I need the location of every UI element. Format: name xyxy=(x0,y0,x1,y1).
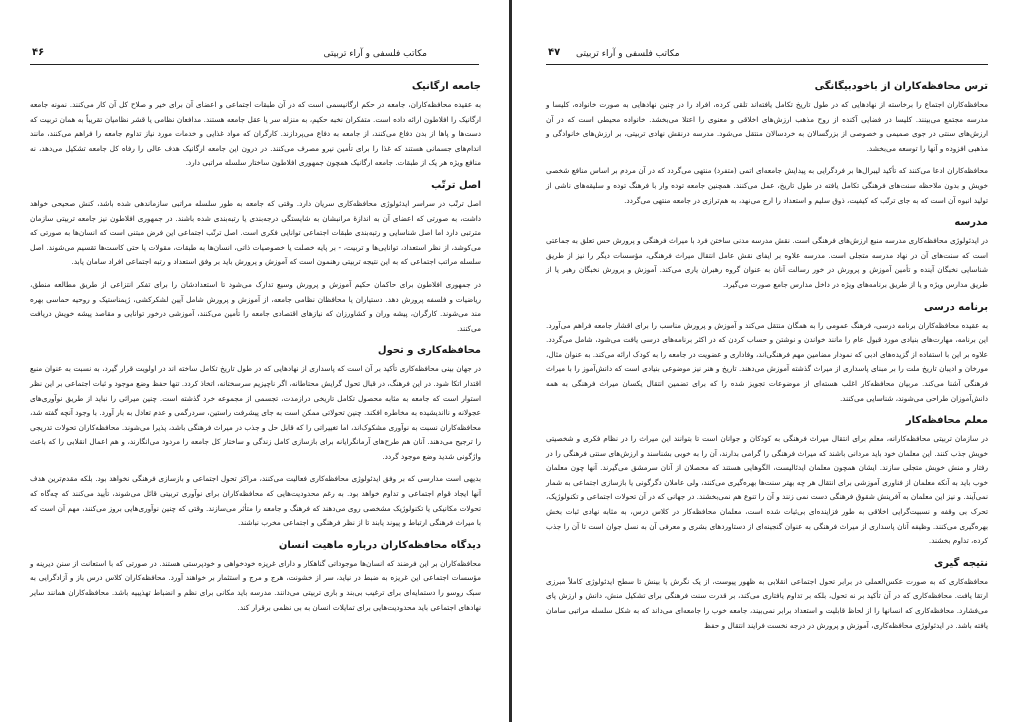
section-heading: جامعه ارگانیک xyxy=(411,81,481,92)
section-heading: برنامه درسی xyxy=(923,301,988,313)
section-conservatism-change xyxy=(30,344,481,531)
section-heading: اصل ترتّب xyxy=(431,179,481,191)
section-school xyxy=(546,216,988,292)
section-hierarchy-principle xyxy=(30,179,481,336)
paragraph: در ایدئولوژی محافظه‌کاری مدرسه منبع ارزش‌های فرهنگی است. نقش مدرسه مدنی ساختن فرد با میراث فرهنگی و پرورش حس تعلق به جماعتی است که سنت‌های آن در نهاد مدرسه متجلی است. مدرسه علاوه بر ایفای نقش عامل انتقال میراث فرهنگی، مؤسسات دیگر را نیز از طریق شناسایی نخبگان آینده و تأمین آموزش و پرورش در خور رسالت آنان به عنوان گروه رهبران یاری می‌کند. آموزش و پرورش نخبگان رهبر یا از طریق مدارس ویژه و یا از طریق برنامه‌های ویژه در داخل مدارس جامع صورت می‌گیرد. xyxy=(546,236,988,289)
left-page xyxy=(0,0,509,722)
section-heading: مدرسه xyxy=(954,217,988,229)
paragraph: به عقیده محافظه‌کاران برنامه درسی، فرهنگ عمومی را به همگان منتقل می‌کند و آموزش و پرورش مناسب را برای اقشار جامعه فراهم می‌آورد. این برنامه، مهارت‌های بنیادی مورد قبول عام را مانند خواندن و نوشتن و حساب کردن که در اکثر برنامه‌های درسی یافت می‌شود، شامل می‌گردد. علاوه بر این با استفاده از گزیده‌های ادبی که نمودار مضامین مهم فرهنگی‌اند، وفاداری و عضویت در جامعه را به کودک ارائه می‌کند. به عنوان مثال، مورخان و ادیبان تاریخ ملت را بر مبنای پاسداری از میراث گذشته آموزش می‌دهند. تاریخ و هنر نیز موضوعی بنیادی است که دانش‌آموز را با میراث فرهنگی آشنا می‌کند. مربیان محافظه‌کار اغلب هسته‌ای از موضوعات تجویز شده را که برای تضمین انتقال یکسان میراث فرهنگی به همه دانش‌آموزان طراحی می‌شوند، شناسایی می‌کنند. xyxy=(546,320,988,403)
section-human-nature xyxy=(30,539,481,615)
right-page xyxy=(512,0,1024,722)
right-running-title: مکاتب فلسفی و آراء تربیتی xyxy=(576,49,680,59)
section-conservative-teacher xyxy=(546,414,988,549)
paragraph: اصل ترتّب در سراسر ایدئولوژی محافظه‌کاری سریان دارد. وقتی که جامعه به طور سلسله مراتبی سازماندهی شده باشد، کنش صحیحی خواهد داشت، به صورتی که اعضای آن به اندازهٔ مرانبشان به شایستگی درجه‌بندی یا رتبه‌بندی شده باشند. در جمهوری افلاطون نیز جامعه تربیتی سازمان مترتبی دارد اما اصل شناسایی و رتبه‌بندی طبقات اجتماعی توانایی فکری است. اصل ترتّب اجتماعی این فرض مبتنی است که انسان‌ها به صورتی که می‌کوشد، از نظر استعداد، توانایی‌ها و تربیت، - بر پایه خصلت یا خصوصیات ذاتی، انسان‌ها به طبقات، مقولات یا حتی کاست‌ها تقسیم می‌شوند. اصل سلسله مراتب اجتماعی که به این نتیجه تربیتی رهنمون است که آموزش و پرورش باید بر وفق استعداد و رتبه اجتماعی افراد سامان یابد. xyxy=(30,198,481,267)
paragraph: محافظه‌کاران بر این فرضند که انسان‌ها موجوداتی گناهکار و دارای غریزه خودخواهی و خودپرستی هستند. در صورتی که با استعانت از سنن دیرینه و مؤسسات اجتماعی این غریزه به ضبط در نیاید، سر از خشونت، هرج و مرج و استثمار بر خواهند آورد. محافظه‌کاران کلاس درس باز و آزادگرایی به سبک روسو را دستمایه‌ای برای ترغیب بی‌بند و باری تربیتی می‌دانند. مدرسه باید مکانی برای نظم و انضباط تهذیبیه باشد. محافظه‌کاران همانند سایر نهادهای اجتماعی باید محدودیت‌هایی برای تمایلات انسان به بی نظمی برقرار کند. xyxy=(30,558,481,612)
section-heading: دیدگاه محافظه‌کاران درباره ماهیت انسان xyxy=(278,539,481,551)
paragraph: در سازمان تربیتی محافظه‌کارانه، معلم برای انتقال میراث فرهنگی به کودکان و جوانان است تا بتوانند این میراث را در نظام فکری و شخصیتی خویش جذب کنند. این معلمان خود باید مردانی باشند که میراث فرهنگی را گرامی بدارند، آن را به خوبی بشناسند و ارزش‌های سنتی فرهنگی را در رفتار و منش خویش متجلی سازند. ایشان همچون معلمان ایدئالیست، الگوهایی هستند که محصلان از آنان سرمشق می‌گیرند. آنها چون معلمان خوب باید به آنکه معلمان از فناوری آموزشی برای انتقال هر چه بهتر سنت‌ها بهره‌گیری می‌کنند، ولی عاملان دگرگونی یا بازسازی اجتماعی به شمار نمی‌آیند. و نیز این معلمان به آفرینش شقوق فرهنگی دست نمی زنند و آن را تنوع هم نمی‌بخشند. در جهانی که در آن تحولات اجتماعی و تکنولوژیک، تحرک بی وقفه و نسبیت‌گرایی اخلاقی به طور فزاینده‌ای بی‌ثبات شده است، معلمان محافظه‌کار در کلاس درس، به مثابه نهادی ثبات بخش بهره‌گیری می‌کنند. وظیفه آنان پاسداری از میراث فرهنگی به عنوان گنجینه‌ای از دستاوردهای بشری و معرفی آن به نسل جوان است تا آن را جذب کرده، تداوم بخشند. xyxy=(546,434,988,546)
section-heading: ترس محافظه‌کاران از باخودبیگانگی xyxy=(814,81,988,92)
section-heading: معلم محافظه‌کار xyxy=(905,415,988,427)
paragraph: محافظه‌کاران ادعا می‌کنند که تأکید لیبرال‌ها بر فردگرایی به پیدایش جامعه‌ای اتمی (متفرد) منتهی می‌گردد که در آن مردم بر اساس منافع شخصی خویش و بدون ملاحظه سنت‌های فرهنگی تکامل یافته در طول تاریخ، عمل می‌کنند. همچنین جامعه توده وار با فرهنگ توده و سلیقه‌های ناشی از تولید انبوه آن است که به جای ترتّب که کیفیت، ذوق سلیم و استعداد را ارج می‌نهد، به هم‌ترازی در جامعه منتهی می‌گردد. xyxy=(546,166,988,205)
left-page-content xyxy=(30,80,481,623)
paragraph: در جهان بینی محافظه‌کاری تأکید بر آن است که پاسداری از نهادهایی که در طول تاریخ تکامل ساخته اند در اولویت قرار گیرد، به نسبت به عنوان منبع اقتدار اتکا شود. در این فرهنگ، در قبال تحول گرایش محتاطانه، اگر ناچیزیم سرسختانه، اتخاذ کردد. تنها حفظ وضع موجود و ثبات اجتماعی بر این نظر استوار است که جامعه به مثابه محصول تکامل تاریخی درازمدت، تجسمی از مجموعه خرد گذشته است. چنین میراثی را نباید از طریق نوآوری‌های عجولانه و نااندیشیده به مخاطره افکند. چنین تحولاتی ممکن است به جای پیشرفت راستین، سردرگمی و عدم تعادل به بار آورد. با وجود آنچه گفته شد، محافظه‌کاران نسبت به نوآوری مشکوک‌اند، اما تغییراتی را که قابل حل و جذب در میراث فرهنگی باشد، پذیرا می‌شوند. محافظه‌کاران تحولات تدریجی را ترجیح می‌دهند. آنان هم طرح‌های آرمانگرایانه برای بازسازی کامل زندگی و ساختار کل جامعه را مردود می‌انگارند، و هم اعمال انقلابی را که باعث واژگونی شدید وضع موجود گردد. xyxy=(30,364,481,461)
section-curriculum xyxy=(546,301,988,407)
paragraph: در جمهوری افلاطون برای حاکمان حکیم آموزش و پرورش وسیع تدارک می‌شود تا استعدادشان را برای تفکر انتزاعی از طریق مطالعه منطق، ریاضیات و فلسفه پرورش دهد. دستیاران یا محافظان نظامی جامعه، از آموزش و پرورش شامل آیین لشکرکشی، ژیمناستیک و روحیه حماسی بهره مند می‌شوند. کارگران، پیشه وران و کشاورزان که نیازهای اقتصادی جامعه را تأمین می‌کنند، آموزشی درخور توانایی و مقاصد پیشه خویش دریافت می‌کنند. xyxy=(30,279,481,333)
paragraph: به عقیده محافظه‌کاران، جامعه در حکم ارگانیسمی است که در آن طبقات اجتماعی و اعضای آن برای خیر و صلاح کل آن کار می‌کنند. نمونه جامعه ارگانیک را افلاطون ارائه داده است. متفکران نخبه حکیم، به منزله سر یا عقل جامعه هستند. مدافعان نظامی یا قشر نظامیان تقریباً به همان تربیت که دست‌ها و پاها از بدن دفاع می‌کنند، از جامعه به دفاع می‌پردازند. کارگران که مواد غذایی و خدمات مورد نیاز تداوم جامعه را فراهم می‌کنند، مانند اندام‌های جسمانی هستند که غذا را برای تأمین نیرو مصرف می‌کنند. در درون این جامعه ارگانیک هدف عالی را رفاه کل جامعه تشکیل می‌دهد، نه منافع ویژه هر یک از طبقات. جامعه ارگانیک همچون جمهوری افلاطون ساختار سلسله مراتبی دارد. xyxy=(30,100,481,168)
right-page-number: ۴۷ xyxy=(548,47,561,58)
section-conclusion xyxy=(546,557,988,633)
section-alienation-fear xyxy=(546,80,988,208)
paragraph: بدیهی است مدارسی که بر وفق ایدئولوژی محافظه‌کاری فعالیت می‌کنند، مراکز تحول اجتماعی و بازسازی فرهنگی نخواهد بود. بلکه مقدم‌ترین هدف آنها ایجاد قوام اجتماعی و تداوم خواهد بود. به رغم محدودیت‌هایی که محافظه‌کاران برای نوآوری تربیتی قائل می‌شوند، تأیید می‌کنند که چه‌گاه که تحولات مکانیکی یا تکنولوژیک مشخصی روی می‌دهند که فرهنگ و جامعه را متأثر می‌سازند. وقتی که چنین نوآوری‌هایی بروز می‌کنند، مهم آن است که با میراث فرهنگی ارتباط و پیوند یابند تا از نظر فرهنگی و اجتماعی مخرب نباشند. xyxy=(30,474,481,528)
right-page-content xyxy=(546,80,988,641)
left-running-header xyxy=(30,48,479,65)
section-heading: محافظه‌کاری و تحول xyxy=(377,345,481,357)
right-running-header xyxy=(546,48,988,65)
paragraph: محافظه‌کاران اجتماع را برخاسته از نهادهایی که در طول تاریخ تکامل یافته‌اند تلقی کرده، افراد را در چنین نهادهایی به صورت خانواده، کلیسا و مدرسه مجتمع می‌بینند. کلیسا در فضایی آکنده از روح مذهب ارزش‌های اخلاقی و معنوی را اعتلا می‌بخشد. خانواده محیطی است که در آن ارزش‌های سنتی در جوی صمیمی و خصوصی از بزرگسالان به خردسالان منتقل می‌شود. مدرسه درنقش نهادی تربیتی، بر ارزش‌های خانوادگی و مذهبی افزوده و آنها را توسعه می‌بخشد. xyxy=(546,100,988,153)
section-heading: نتیجه گیری xyxy=(934,557,988,569)
left-running-title: مکاتب فلسفی و آراء تربیتی xyxy=(323,49,427,59)
section-organic-society xyxy=(30,80,481,171)
paragraph: محافظه‌کاری که به صورت عکس‌العملی در برابر تحول اجتماعی انقلابی به ظهور پیوست، از یک نگرش یا بینش تا سطح ایدئولوژی کاملاً مبرزی ارتقا یافت. محافظه‌کاری که در آن تأکید بر نه تحول، بلکه بر تداوم یافتاری می‌کند، بر قدرت سنت فرهنگی برای تشکیل منش، دانش و ارزش پای می‌فشارد. محافظه‌کاری که انسانها را از لحاظ قابلیت و استعداد برابر نمی‌بیند، جامعه خوب را جامعه‌ای می‌داند که به شکل سلسله مراتبی سامان یافته باشد. در ایدئولوژی محافظه‌کاری، آموزش و پرورش در درجه نخست فرایند انتقال و حفظ xyxy=(546,576,988,630)
left-page-number: ۴۶ xyxy=(32,47,45,58)
